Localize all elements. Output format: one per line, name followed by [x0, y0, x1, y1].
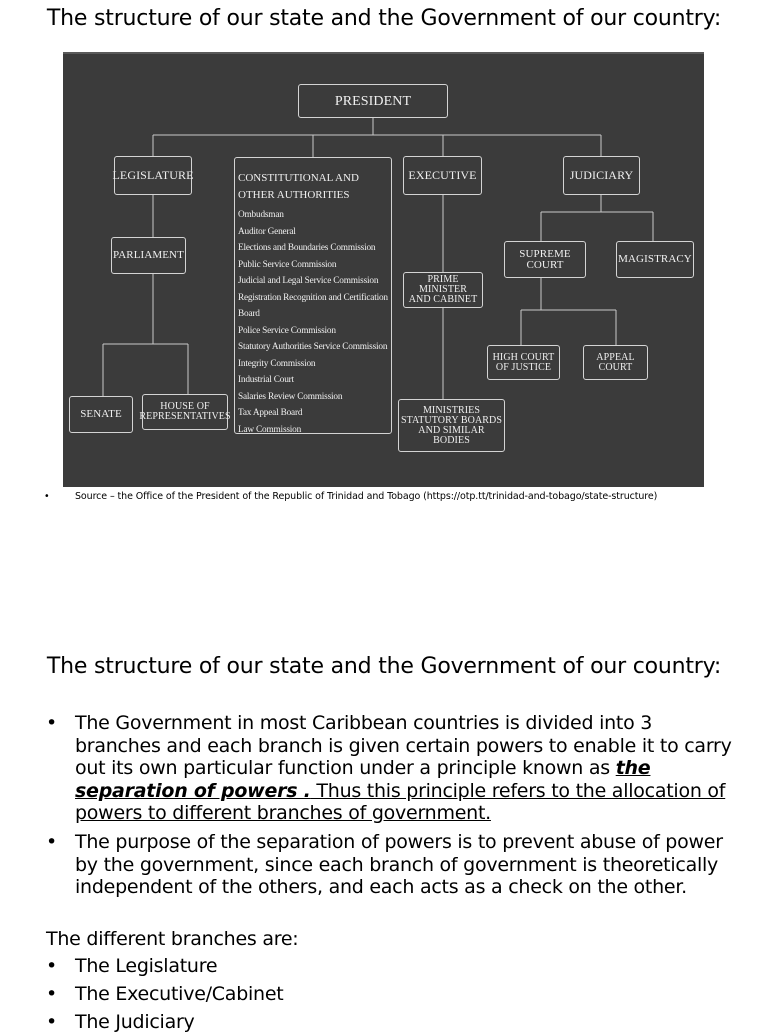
- bullet-icon: •: [46, 1011, 57, 1033]
- authority-item: Police Service Commission: [238, 325, 336, 336]
- bullet-icon: •: [46, 831, 57, 853]
- bullet-icon: •: [46, 955, 57, 977]
- authority-item: Registration Recognition and Certification: [238, 292, 388, 303]
- parliament-box: PARLIAMENT: [111, 237, 186, 274]
- legislature-box: LEGISLATURE: [114, 156, 192, 195]
- executive-box: EXECUTIVE: [403, 156, 482, 195]
- bullet-icon: •: [46, 983, 57, 1005]
- authority-item: Statutory Authorities Service Commission: [238, 342, 388, 352]
- paragraph-text: [75, 712, 736, 825]
- prime-minister-box: PRIME MINISTER AND CABINET: [403, 272, 483, 308]
- bullet-icon: •: [46, 712, 57, 734]
- house-box: HOUSE OF REPRESENTATIVES: [142, 394, 228, 430]
- branch-label: The Legislature: [75, 955, 218, 977]
- paragraph-text-part: Thus this principle refers to the allocation of powers to different branches of government.: [75, 779, 726, 824]
- authorities-list: [238, 207, 391, 438]
- section-title: The structure of our state and the Government of our country:: [46, 654, 722, 679]
- senate-box: SENATE: [69, 396, 133, 433]
- appeal-court-box: APPEAL COURT: [583, 345, 648, 380]
- authority-item: Judicial and Legal Service Commission: [238, 276, 379, 286]
- president-box: PRESIDENT: [298, 84, 448, 118]
- authority-item: Salaries Review Commission: [238, 391, 343, 402]
- ministries-box: MINISTRIES STATUTORY BOARDS AND SIMILAR BODIES: [398, 399, 505, 452]
- authorities-title: CONSTITUTIONAL AND OTHER AUTHORITIES: [238, 172, 359, 201]
- authority-item: Ombudsman: [238, 210, 284, 220]
- branches-intro: The different branches are:: [46, 928, 299, 950]
- judiciary-box: JUDICIARY: [563, 156, 640, 195]
- authority-item: Public Service Commission: [238, 259, 337, 270]
- authority-item: Law Commission: [238, 424, 302, 435]
- paragraph-text: The purpose of the separation of powers is to prevent abuse of power by the government, since each branch of government is theoretically independent of the others, and each acts as a check on the other.: [75, 831, 723, 898]
- bullet-icon: •: [44, 491, 50, 502]
- branch-label: The Judiciary: [75, 1011, 195, 1033]
- authority-item: Elections and Boundaries Commission: [238, 243, 376, 253]
- branch-label: The Executive/Cabinet: [75, 983, 284, 1005]
- supreme-court-box: SUPREME COURT: [504, 241, 586, 278]
- list-item: [46, 955, 736, 978]
- authority-item: Board: [238, 309, 260, 319]
- org-chart: [63, 52, 704, 487]
- authorities-box: [234, 157, 392, 434]
- source-text: Source – the Office of the President of the Republic of Trinidad and Tobago (https://otp.tt/trinidad-and-tobago/state-structure): [75, 491, 658, 502]
- authority-item: Integrity Commission: [238, 358, 316, 369]
- list-item: [46, 983, 736, 1006]
- magistracy-box: MAGISTRACY: [616, 241, 694, 278]
- page-title: The structure of our state and the Government of our country:: [46, 6, 722, 31]
- list-item: [46, 1011, 736, 1034]
- high-court-box: HIGH COURT OF JUSTICE: [487, 345, 560, 380]
- authority-item: Tax Appeal Board: [238, 408, 303, 418]
- list-item: [46, 712, 736, 825]
- emphasis-term: the separation of powers .: [75, 757, 651, 802]
- paragraph-text-part: The Government in most Caribbean countries is divided into 3 branches and each branch is given certain powers to enable it to carry out its own particular function under a principle known as: [75, 712, 732, 779]
- list-item: [46, 831, 736, 899]
- authority-item: Auditor General: [238, 226, 296, 237]
- authority-item: Industrial Court: [238, 375, 294, 385]
- source-note: [44, 491, 764, 502]
